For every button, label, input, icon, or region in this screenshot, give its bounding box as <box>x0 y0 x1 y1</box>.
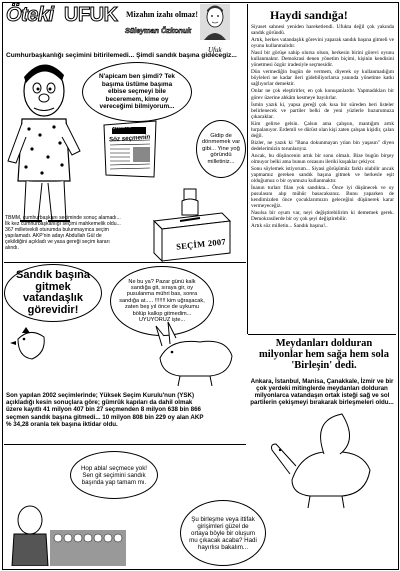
brand-left: Öteki <box>6 4 54 26</box>
divider-right <box>248 334 396 335</box>
column-paragraph: Onlar ne çok eleştirirler, en çok konuşanlardır. Yapmadıkları bir görev üzerine ahkâm kesmeye bayılırlar. <box>251 88 394 101</box>
right-column-body <box>251 24 394 231</box>
newspaper-headline: Söz seçmenin <box>108 133 151 144</box>
headline-2: Meydanları dolduran milyonlar hem sağa hem sola 'Birleşin' dedi. <box>259 338 389 371</box>
newspaper-title: GAZETE <box>111 124 132 131</box>
cartoon-top-caption: TBMM, cumhurbaşkanı seçiminde sonuç alamadı... İlk kez cumhurbaşkanlığı seçimi mahkemelik oldu... 367 milletvekili oturumda bulunmayınca seçim yapılamadı. AKP'nin adayı Abdullah Gül de çekildiğini açıkladı ve yasa gereği seçim kararı alındı. <box>5 215 121 251</box>
speech-bubble-main: N'apicam ben şimdi? Tek başıma üstüme başıma elbise seçmeyi bile beceremem, kime oy vereceğimi bilmiyorum... <box>82 62 192 122</box>
hand-ballot-icon <box>176 187 206 217</box>
column-paragraph: Sonu söylemek istiyorum... Siyasi görüşümüz farklı olabilir ancak yapmamız gereken sandık başına gitmek ve herkesle eşit olduğumuz o bir oyumuzu kullanmaktır. <box>251 166 394 185</box>
column-paragraph: Nasılsa bir oyum var, neyi değiştirebilirim ki dememek gerek. Demokrasilerde bir oy çok şeyi değiştirebilir. <box>251 210 394 223</box>
column-paragraph: İnanın turları filan yok sandıkta... Önce iyi düşünecek ve oy pusulasını alıp mühür basacaksınız. Bunu yaparken de kendimizden önce çocuklarımızın geleceğini düşünerek karar vermeyeceğiz. <box>251 185 394 210</box>
market-scene-icon <box>6 500 126 566</box>
column-paragraph: Artık söz milletin... Sandık başına!.. <box>251 223 328 230</box>
column-paragraph: Dün vermediğin bugün de vermem, diyerek oy kullanmadığım böyleleri ne kadar ileri gidebiliyorlarsa yanında yönetime katkı sağlıyorlar demektir. <box>251 69 394 88</box>
donkey-icon <box>150 308 242 388</box>
signature: Ufuk <box>208 46 222 54</box>
speech-bubble-right: Gidip de dönmemek var gibi... Yine yoğ göründü milletiniz... <box>196 120 246 178</box>
speech-bubble-mid: Ne bu ya? Pazar günü kalk sandığa git, sıraya gir, oy pusulanma mühri bas, sonra sandığa at..... !!!!!!! kim uğraşacak, zaten beş yıl önce de uykumu bölüp kalkıp gitmedim... UYUYORUZ işte... <box>110 266 214 336</box>
column-divider <box>247 4 248 334</box>
mid-bottom-text: Son yapılan 2002 seçimlerinde; Yüksek Seçim Kurulu'nun (YSK) açıkladığı kesin sonuçlara göre; gümrük kapıları da dahil olmak üzere kayıtlı 41 milyon 407 bin 27 seçmenden 8 milyon 638 bin 866 seçmen sandık başına gitmedi... 10 milyon 808 bin 229 oy alan AKP % 34,28 oranla tek başına iktidar oldu. <box>6 392 204 428</box>
masthead-tagline: Mizahın izahı olmaz! <box>126 10 198 19</box>
ballot-label: SEÇİM 2007 <box>175 236 227 252</box>
column-paragraph: İsmin yazık ki, yapsa gereği çok kısa bir süreden beri listeler belirlenecek ve partiler belki de yeni yüzlerle huzurumuza çıkacaklar. <box>251 101 394 120</box>
brand-box <box>4 4 121 30</box>
column-paragraph: Kim gelirse gelsin. Çalsın ama çalışsın, mantığım artık hırpalanıyor. Erdemli ve dürüst olan kişi zaten çalışan kişidir, çalan değil. <box>251 120 394 139</box>
right-column-title: Haydi sandığa! <box>270 8 348 22</box>
column-paragraph: Siyaset sahnesi yeniden hareketlendi. Ufukta değil çok yakında sandık göründü. <box>251 24 394 37</box>
speech-bubble-bottom-left: Hop abla! seçmece yok! Sen git seçimini sandık başında yap tamam mı. <box>70 451 158 499</box>
cartoon-figure-man <box>4 61 86 226</box>
winged-horse-icon <box>262 410 392 510</box>
cartoon-top-headline: Cumhurbaşkanlığı seçimini bitirilemedi... Şimdi sandık başına gidecegiz... <box>6 52 237 59</box>
speech-bubble-bottom-right: Şu birleşme veya ittifak girişimleri güzel de ortaya böyle bir oluşum mu çıkacak acaba? Hadi hayırlısı bakalım... <box>180 500 266 566</box>
chicken-icon <box>10 325 50 365</box>
masthead <box>4 4 229 47</box>
column-paragraph: Nasıl bir görüşe sahip olursa olsun, herkesin birini görevi oyunu kullanmaktır. Demokrasi denen yönetim biçimi, kişinin kendisini yönetmesi özgür iradesiyle seçmesidir. <box>251 50 394 69</box>
column-paragraph: Bizler, ne yazık ki "Bana dokunmayan yılan bin yaşasın" diyen dedelerimizin torunlarıyız. <box>251 139 394 152</box>
divider-left-2 <box>4 444 246 445</box>
portrait-photo <box>200 4 230 40</box>
column-paragraph: Artık, herkes vatandaşlık görevini yaparak sandık başına gitmeli ve oyunu kullanmalıdır. <box>251 37 394 50</box>
column-paragraph: Ancak, bu düşüncenin artık bir sonu olmalı. Bize bugün birşey olmuyor belki ama bunun cezasını ileriki kuşaklar çekiyor. <box>251 152 394 165</box>
divider-left-1 <box>4 262 246 263</box>
subhead-2: Ankara, İstanbul, Manisa, Çanakkale, İzmir ve bir çok yerdeki mitinglerde meydanları dolduran milyonlarca vatandaşın ortak isteği sağ ve sol partilerin çekişmeyi bırakarak birleşmeleri oldu... <box>250 378 394 407</box>
title-bubble: Sandık başına gitmek vatandaşlık görevidir! <box>4 264 102 322</box>
brand-right: UFUK <box>64 4 118 26</box>
masthead-author: Süleyman Özkonuk <box>125 26 192 35</box>
